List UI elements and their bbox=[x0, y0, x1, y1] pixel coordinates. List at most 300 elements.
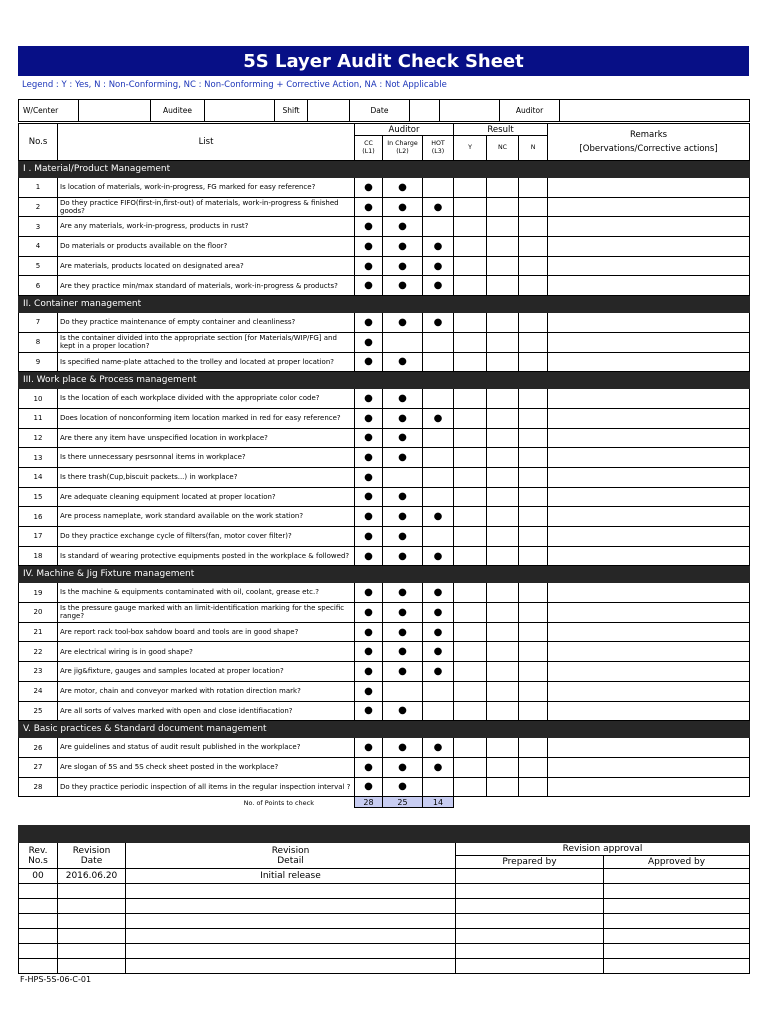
checklist-row bbox=[19, 527, 750, 547]
result-y-cell[interactable] bbox=[454, 217, 487, 237]
result-y-cell[interactable] bbox=[454, 389, 487, 409]
revision-approved-cell[interactable] bbox=[604, 959, 750, 974]
revision-row bbox=[19, 869, 750, 884]
date-field-extra[interactable] bbox=[440, 100, 500, 122]
level-l2-mark bbox=[383, 448, 423, 468]
item-number: 23 bbox=[19, 662, 58, 682]
revision-detail-cell[interactable] bbox=[126, 884, 456, 899]
revision-date-cell[interactable] bbox=[58, 959, 126, 974]
remarks-cell[interactable] bbox=[548, 662, 750, 682]
result-n-cell[interactable] bbox=[519, 642, 548, 662]
bullet-icon: ● bbox=[364, 742, 373, 754]
result-y-cell[interactable] bbox=[454, 777, 487, 797]
result-n-cell[interactable] bbox=[519, 681, 548, 701]
revision-detail-cell[interactable] bbox=[126, 914, 456, 929]
level-l3-mark bbox=[423, 467, 454, 487]
bullet-icon: ● bbox=[364, 221, 373, 233]
result-n-cell[interactable] bbox=[519, 197, 548, 217]
level-l1-mark bbox=[355, 237, 383, 257]
revision-detail-cell[interactable] bbox=[126, 899, 456, 914]
result-n-cell[interactable] bbox=[519, 662, 548, 682]
checklist-row bbox=[19, 408, 750, 428]
cc-label: CC bbox=[364, 140, 373, 147]
revision-approved-cell[interactable] bbox=[604, 899, 750, 914]
level-l1-mark bbox=[355, 178, 383, 198]
remarks-cell[interactable] bbox=[548, 332, 750, 352]
item-question: Are guidelines and status of audit result published in the workplace? bbox=[58, 738, 355, 758]
checklist-row bbox=[19, 352, 750, 372]
level-l3-mark bbox=[423, 583, 454, 603]
result-nc-cell[interactable] bbox=[487, 389, 519, 409]
remarks-cell[interactable] bbox=[548, 256, 750, 276]
result-n-cell[interactable] bbox=[519, 527, 548, 547]
checklist-row bbox=[19, 276, 750, 296]
result-nc-cell[interactable] bbox=[487, 217, 519, 237]
level-l2-mark bbox=[383, 583, 423, 603]
result-y-cell[interactable] bbox=[454, 428, 487, 448]
revision-approved-cell[interactable] bbox=[604, 944, 750, 959]
revision-approved-cell[interactable] bbox=[604, 884, 750, 899]
result-n-cell[interactable] bbox=[519, 448, 548, 468]
bullet-icon: ● bbox=[364, 356, 373, 368]
item-number: 9 bbox=[19, 352, 58, 372]
remarks-cell[interactable] bbox=[548, 583, 750, 603]
remarks-cell[interactable] bbox=[548, 408, 750, 428]
result-nc-cell[interactable] bbox=[487, 276, 519, 296]
result-n-cell[interactable] bbox=[519, 428, 548, 448]
item-number: 1 bbox=[19, 178, 58, 198]
level-l2-mark bbox=[383, 428, 423, 448]
result-y-cell[interactable] bbox=[454, 583, 487, 603]
level-l3-mark bbox=[423, 332, 454, 352]
checklist-row bbox=[19, 642, 750, 662]
level-l3-mark bbox=[423, 197, 454, 217]
level-l1-mark bbox=[355, 313, 383, 333]
result-n-cell[interactable] bbox=[519, 352, 548, 372]
bullet-icon: ● bbox=[433, 511, 443, 523]
checklist-row bbox=[19, 546, 750, 566]
level-l2-mark bbox=[383, 217, 423, 237]
section-title: IV. Machine & Jig Fixture management bbox=[19, 566, 750, 583]
item-question: Are any materials, work-in-progress, products in rust? bbox=[58, 217, 355, 237]
remarks-cell[interactable] bbox=[548, 389, 750, 409]
item-question: Is specified name-plate attached to the trolley and located at proper location? bbox=[58, 352, 355, 372]
bullet-icon: ● bbox=[433, 280, 443, 292]
revision-prepared-cell[interactable] bbox=[456, 914, 604, 929]
remarks-cell[interactable] bbox=[548, 352, 750, 372]
result-nc-cell[interactable] bbox=[487, 507, 519, 527]
rev-approved-header: Approved by bbox=[604, 856, 750, 869]
remarks-cell[interactable] bbox=[548, 622, 750, 642]
auditee-field[interactable] bbox=[205, 100, 275, 122]
result-nc-cell[interactable] bbox=[487, 583, 519, 603]
points-spacer bbox=[487, 797, 519, 808]
remarks-cell[interactable] bbox=[548, 757, 750, 777]
level-l3-mark bbox=[423, 507, 454, 527]
result-nc-cell[interactable] bbox=[487, 352, 519, 372]
revision-rev-cell[interactable]: 00 bbox=[19, 869, 58, 884]
points-l3: 14 bbox=[423, 797, 454, 808]
level-l1-mark bbox=[355, 332, 383, 352]
remarks-cell[interactable] bbox=[548, 603, 750, 623]
result-y-cell[interactable] bbox=[454, 642, 487, 662]
item-question: Are electrical wiring is in good shape? bbox=[58, 642, 355, 662]
level-l2-mark bbox=[383, 738, 423, 758]
item-number: 13 bbox=[19, 448, 58, 468]
level-l3-mark bbox=[423, 448, 454, 468]
date-field[interactable] bbox=[410, 100, 440, 122]
revision-detail-cell[interactable] bbox=[126, 929, 456, 944]
points-spacer bbox=[548, 797, 750, 808]
bullet-icon: ● bbox=[398, 201, 407, 213]
remarks-cell[interactable] bbox=[548, 738, 750, 758]
rev-detail-label2: Detail bbox=[277, 855, 304, 866]
revision-row bbox=[19, 929, 750, 944]
item-number: 7 bbox=[19, 313, 58, 333]
section-title: V. Basic practices & Standard document management bbox=[19, 721, 750, 738]
revision-row bbox=[19, 944, 750, 959]
result-n-cell[interactable] bbox=[519, 389, 548, 409]
revision-detail-cell[interactable]: Initial release bbox=[126, 869, 456, 884]
level-l3-mark bbox=[423, 662, 454, 682]
revision-date-cell[interactable] bbox=[58, 914, 126, 929]
result-n-cell[interactable] bbox=[519, 408, 548, 428]
revision-approved-cell[interactable] bbox=[604, 929, 750, 944]
checklist-row bbox=[19, 256, 750, 276]
bullet-icon: ● bbox=[364, 316, 373, 328]
item-question: Is there unnecessary pesrsonnal items in workplace? bbox=[58, 448, 355, 468]
bullet-icon: ● bbox=[364, 550, 373, 562]
bullet-icon: ● bbox=[398, 181, 407, 193]
level-l3-mark bbox=[423, 389, 454, 409]
bullet-icon: ● bbox=[364, 705, 373, 717]
bullet-icon: ● bbox=[433, 742, 443, 754]
item-number: 16 bbox=[19, 507, 58, 527]
remarks-cell[interactable] bbox=[548, 546, 750, 566]
remarks-cell[interactable] bbox=[548, 217, 750, 237]
result-y-cell[interactable] bbox=[454, 546, 487, 566]
revision-rev-cell[interactable] bbox=[19, 959, 58, 974]
item-question: Are materials, products located on designated area? bbox=[58, 256, 355, 276]
result-y-cell[interactable] bbox=[454, 701, 487, 721]
remarks-cell[interactable] bbox=[548, 276, 750, 296]
level-l2-mark bbox=[383, 237, 423, 257]
result-n-cell[interactable] bbox=[519, 178, 548, 198]
result-nc-cell[interactable] bbox=[487, 256, 519, 276]
bullet-icon: ● bbox=[364, 781, 373, 793]
result-n-cell[interactable] bbox=[519, 701, 548, 721]
section-header bbox=[19, 296, 750, 313]
section-header bbox=[19, 566, 750, 583]
bullet-icon: ● bbox=[433, 761, 443, 773]
item-question: Are process nameplate, work standard available on the work station? bbox=[58, 507, 355, 527]
result-y-cell[interactable] bbox=[454, 681, 487, 701]
result-nc-cell[interactable] bbox=[487, 487, 519, 507]
col-y-header: Y bbox=[454, 136, 487, 161]
result-n-cell[interactable] bbox=[519, 507, 548, 527]
result-y-cell[interactable] bbox=[454, 448, 487, 468]
bullet-icon: ● bbox=[398, 280, 407, 292]
result-nc-cell[interactable] bbox=[487, 738, 519, 758]
remarks-cell[interactable] bbox=[548, 642, 750, 662]
bullet-icon: ● bbox=[364, 452, 373, 464]
revision-rev-cell[interactable] bbox=[19, 899, 58, 914]
result-n-cell[interactable] bbox=[519, 583, 548, 603]
col-incharge-header bbox=[383, 136, 423, 161]
revision-rev-cell[interactable] bbox=[19, 929, 58, 944]
result-nc-cell[interactable] bbox=[487, 527, 519, 547]
result-y-cell[interactable] bbox=[454, 408, 487, 428]
rev-date-header bbox=[58, 843, 126, 869]
bullet-icon: ● bbox=[433, 316, 443, 328]
result-y-cell[interactable] bbox=[454, 662, 487, 682]
auditor-field[interactable] bbox=[560, 100, 750, 122]
revision-prepared-cell[interactable] bbox=[456, 869, 604, 884]
result-n-cell[interactable] bbox=[519, 332, 548, 352]
checklist-row bbox=[19, 603, 750, 623]
result-y-cell[interactable] bbox=[454, 197, 487, 217]
checklist-row bbox=[19, 701, 750, 721]
result-nc-cell[interactable] bbox=[487, 313, 519, 333]
checklist-row bbox=[19, 583, 750, 603]
result-nc-cell[interactable] bbox=[487, 408, 519, 428]
bullet-icon: ● bbox=[364, 646, 373, 658]
result-y-cell[interactable] bbox=[454, 622, 487, 642]
level-l3-mark bbox=[423, 757, 454, 777]
revision-prepared-cell[interactable] bbox=[456, 959, 604, 974]
audit-header-table bbox=[18, 99, 750, 122]
revision-prepared-cell[interactable] bbox=[456, 884, 604, 899]
item-question: Are jig&fixture, gauges and samples located at proper location? bbox=[58, 662, 355, 682]
workcenter-field[interactable] bbox=[79, 100, 151, 122]
result-nc-cell[interactable] bbox=[487, 777, 519, 797]
result-y-cell[interactable] bbox=[454, 352, 487, 372]
level-l2-mark bbox=[383, 507, 423, 527]
result-n-cell[interactable] bbox=[519, 738, 548, 758]
revision-date-cell[interactable] bbox=[58, 944, 126, 959]
revision-detail-cell[interactable] bbox=[126, 959, 456, 974]
checklist-row bbox=[19, 332, 750, 352]
result-n-cell[interactable] bbox=[519, 276, 548, 296]
remarks-cell[interactable] bbox=[548, 428, 750, 448]
level-l1-mark bbox=[355, 583, 383, 603]
rev-label: Rev. bbox=[28, 845, 48, 856]
item-number: 24 bbox=[19, 681, 58, 701]
remarks-cell[interactable] bbox=[548, 467, 750, 487]
rev-detail-header bbox=[126, 843, 456, 869]
result-y-cell[interactable] bbox=[454, 178, 487, 198]
level-l2-mark bbox=[383, 622, 423, 642]
revision-prepared-cell[interactable] bbox=[456, 899, 604, 914]
result-n-cell[interactable] bbox=[519, 256, 548, 276]
level-l2-mark bbox=[383, 256, 423, 276]
item-number: 25 bbox=[19, 701, 58, 721]
result-y-cell[interactable] bbox=[454, 276, 487, 296]
result-nc-cell[interactable] bbox=[487, 681, 519, 701]
remarks-cell[interactable] bbox=[548, 313, 750, 333]
legend: Legend : Y : Yes, N : Non-Conforming, NC : Non-Conforming + Corrective Action, NA : Not Applicable bbox=[22, 80, 447, 90]
bullet-icon: ● bbox=[364, 393, 373, 405]
result-nc-cell[interactable] bbox=[487, 642, 519, 662]
level-l3-mark bbox=[423, 408, 454, 428]
checklist-row bbox=[19, 448, 750, 468]
item-question: Are report rack tool-box sahdow board and tools are in good shape? bbox=[58, 622, 355, 642]
bullet-icon: ● bbox=[398, 665, 407, 677]
level-l2-mark bbox=[383, 777, 423, 797]
bullet-icon: ● bbox=[398, 452, 407, 464]
item-number: 19 bbox=[19, 583, 58, 603]
bullet-icon: ● bbox=[364, 626, 373, 638]
item-question: Are slogan of 5S and 5S check sheet posted in the workplace? bbox=[58, 757, 355, 777]
result-y-cell[interactable] bbox=[454, 507, 487, 527]
remarks-cell[interactable] bbox=[548, 507, 750, 527]
result-n-cell[interactable] bbox=[519, 546, 548, 566]
item-question: Is there trash(Cup,biscuit packets...) in workplace? bbox=[58, 467, 355, 487]
bullet-icon: ● bbox=[398, 491, 407, 503]
level-l1-mark bbox=[355, 701, 383, 721]
item-question: Are they practice min/max standard of materials, work-in-progress & products? bbox=[58, 276, 355, 296]
item-number: 28 bbox=[19, 777, 58, 797]
item-question: Are motor, chain and conveyor marked with rotation direction mark? bbox=[58, 681, 355, 701]
bullet-icon: ● bbox=[398, 240, 407, 252]
remarks-cell[interactable] bbox=[548, 777, 750, 797]
col-result-header: Result bbox=[454, 124, 548, 136]
level-l1-mark bbox=[355, 352, 383, 372]
result-nc-cell[interactable] bbox=[487, 237, 519, 257]
shift-field[interactable] bbox=[308, 100, 350, 122]
result-y-cell[interactable] bbox=[454, 332, 487, 352]
result-nc-cell[interactable] bbox=[487, 428, 519, 448]
revision-header-bar bbox=[19, 826, 750, 843]
result-nc-cell[interactable] bbox=[487, 603, 519, 623]
remarks-cell[interactable] bbox=[548, 527, 750, 547]
result-y-cell[interactable] bbox=[454, 487, 487, 507]
bullet-icon: ● bbox=[398, 705, 407, 717]
revision-prepared-cell[interactable] bbox=[456, 944, 604, 959]
level-l1-mark bbox=[355, 197, 383, 217]
remarks-cell[interactable] bbox=[548, 701, 750, 721]
result-y-cell[interactable] bbox=[454, 237, 487, 257]
checklist-row bbox=[19, 622, 750, 642]
remarks-cell[interactable] bbox=[548, 237, 750, 257]
remarks-cell[interactable] bbox=[548, 448, 750, 468]
result-y-cell[interactable] bbox=[454, 313, 487, 333]
checklist-row bbox=[19, 389, 750, 409]
bullet-icon: ● bbox=[364, 491, 373, 503]
col-nc-header: NC bbox=[487, 136, 519, 161]
bullet-icon: ● bbox=[433, 240, 443, 252]
result-n-cell[interactable] bbox=[519, 313, 548, 333]
item-question: Are adequate cleaning equipment located at proper location? bbox=[58, 487, 355, 507]
level-l1-mark bbox=[355, 681, 383, 701]
revision-detail-cell[interactable] bbox=[126, 944, 456, 959]
result-y-cell[interactable] bbox=[454, 757, 487, 777]
checklist-row bbox=[19, 662, 750, 682]
remarks-cell[interactable] bbox=[548, 178, 750, 198]
result-y-cell[interactable] bbox=[454, 256, 487, 276]
level-l2-mark bbox=[383, 603, 423, 623]
checklist-row bbox=[19, 428, 750, 448]
result-n-cell[interactable] bbox=[519, 237, 548, 257]
remarks-cell[interactable] bbox=[548, 681, 750, 701]
result-n-cell[interactable] bbox=[519, 467, 548, 487]
result-n-cell[interactable] bbox=[519, 757, 548, 777]
col-remarks-header bbox=[548, 124, 750, 161]
remarks-cell[interactable] bbox=[548, 197, 750, 217]
shift-label: Shift bbox=[275, 100, 308, 122]
checklist-row bbox=[19, 507, 750, 527]
level-l1-mark bbox=[355, 448, 383, 468]
result-y-cell[interactable] bbox=[454, 527, 487, 547]
bullet-icon: ● bbox=[364, 336, 373, 348]
result-nc-cell[interactable] bbox=[487, 622, 519, 642]
item-number: 14 bbox=[19, 467, 58, 487]
auditee-label: Auditee bbox=[151, 100, 205, 122]
result-n-cell[interactable] bbox=[519, 622, 548, 642]
result-n-cell[interactable] bbox=[519, 217, 548, 237]
checklist-row bbox=[19, 217, 750, 237]
cc-sub: (L1) bbox=[362, 148, 375, 155]
bullet-icon: ● bbox=[398, 742, 407, 754]
result-nc-cell[interactable] bbox=[487, 701, 519, 721]
result-nc-cell[interactable] bbox=[487, 448, 519, 468]
remarks-cell[interactable] bbox=[548, 487, 750, 507]
points-spacer bbox=[454, 797, 487, 808]
result-nc-cell[interactable] bbox=[487, 332, 519, 352]
level-l1-mark bbox=[355, 777, 383, 797]
result-nc-cell[interactable] bbox=[487, 178, 519, 198]
result-y-cell[interactable] bbox=[454, 467, 487, 487]
revision-date-cell[interactable]: 2016.06.20 bbox=[58, 869, 126, 884]
level-l3-mark bbox=[423, 256, 454, 276]
result-nc-cell[interactable] bbox=[487, 757, 519, 777]
level-l2-mark bbox=[383, 467, 423, 487]
result-n-cell[interactable] bbox=[519, 603, 548, 623]
result-nc-cell[interactable] bbox=[487, 197, 519, 217]
level-l1-mark bbox=[355, 467, 383, 487]
revision-rev-cell[interactable] bbox=[19, 884, 58, 899]
revision-approved-cell[interactable] bbox=[604, 869, 750, 884]
revision-date-cell[interactable] bbox=[58, 899, 126, 914]
revision-date-cell[interactable] bbox=[58, 929, 126, 944]
level-l3-mark bbox=[423, 738, 454, 758]
result-y-cell[interactable] bbox=[454, 738, 487, 758]
rev-label2: No.s bbox=[28, 855, 48, 866]
item-number: 20 bbox=[19, 603, 58, 623]
result-y-cell[interactable] bbox=[454, 603, 487, 623]
bullet-icon: ● bbox=[398, 530, 407, 542]
bullet-icon: ● bbox=[433, 646, 443, 658]
revision-rev-cell[interactable] bbox=[19, 944, 58, 959]
result-n-cell[interactable] bbox=[519, 777, 548, 797]
bullet-icon: ● bbox=[398, 260, 407, 272]
bullet-icon: ● bbox=[364, 665, 373, 677]
item-question: Does location of nonconforming item location marked in red for easy reference? bbox=[58, 408, 355, 428]
result-nc-cell[interactable] bbox=[487, 662, 519, 682]
revision-rev-cell[interactable] bbox=[19, 914, 58, 929]
result-n-cell[interactable] bbox=[519, 487, 548, 507]
date-label: Date bbox=[350, 100, 410, 122]
revision-prepared-cell[interactable] bbox=[456, 929, 604, 944]
revision-table bbox=[18, 825, 750, 974]
result-nc-cell[interactable] bbox=[487, 546, 519, 566]
points-spacer bbox=[19, 797, 58, 808]
revision-date-cell[interactable] bbox=[58, 884, 126, 899]
item-number: 11 bbox=[19, 408, 58, 428]
revision-approved-cell[interactable] bbox=[604, 914, 750, 929]
result-nc-cell[interactable] bbox=[487, 467, 519, 487]
level-l2-mark bbox=[383, 701, 423, 721]
